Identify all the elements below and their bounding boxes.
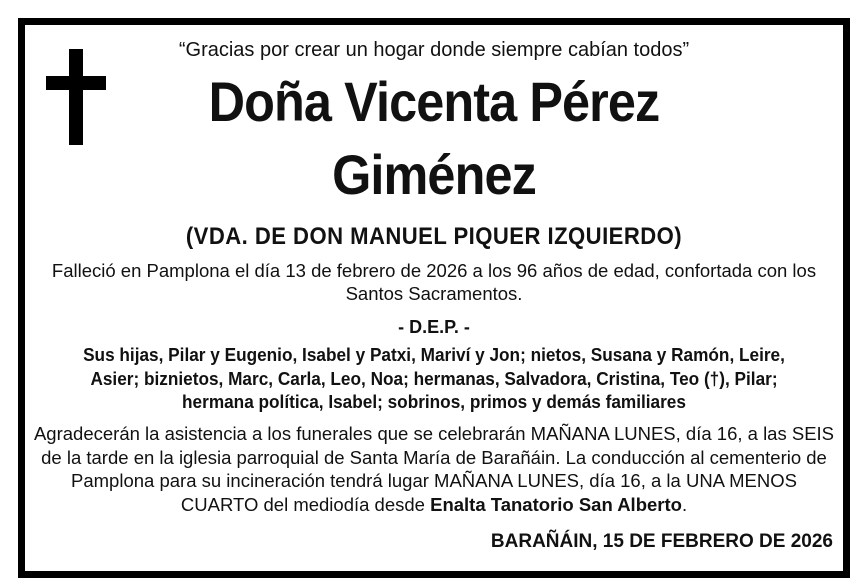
funeral-text-end: .	[681, 493, 688, 515]
deceased-name-line2: Giménez	[332, 143, 536, 206]
funeral-place: Enalta Tanatorio San Alberto	[430, 493, 682, 515]
family-list: Sus hijas, Pilar y Eugenio, Isabel y Patxi, Mariví y Jon; nietos, Susana y Ramón, Leire, Asier; biznietos, Marc, Carla, Leo, Noa; hermanas, Salvadora, Cristina, Teo (†), Pilar; hermana política, Isabel; sobrinos, primos y demás familiares	[83, 344, 785, 412]
quote: “Gracias por crear un hogar donde siempre cabían todos”	[178, 39, 690, 61]
obituary-frame	[18, 18, 850, 578]
funeral-text	[25, 422, 843, 516]
widow-of: (VDA. DE DON MANUEL PIQUER IZQUIERDO)	[185, 223, 683, 250]
dep-label: - D.E.P. -	[398, 317, 470, 337]
deceased-name-line1: Doña Vicenta Pérez	[208, 70, 660, 133]
place-date: BARAÑÁIN, 15 DE FEBRERO DE 2026	[490, 531, 833, 552]
death-notice: Falleció en Pamplona el día 13 de febrero de 2026 a los 96 años de edad, confortada con los Santos Sacramentos.	[51, 260, 817, 304]
funeral-text-body: Agradecerán la asistencia a los funerales que se celebrarán MAÑANA LUNES, día 16, a las SEIS de la tarde en la iglesia parroquial de Santa María de Barañáin. La conducción al cementerio de Pamplona para su incineración tendrá lugar MAÑANA LUNES, día 16, a la UNA MENOS CUARTO del mediodía desde	[33, 423, 835, 515]
